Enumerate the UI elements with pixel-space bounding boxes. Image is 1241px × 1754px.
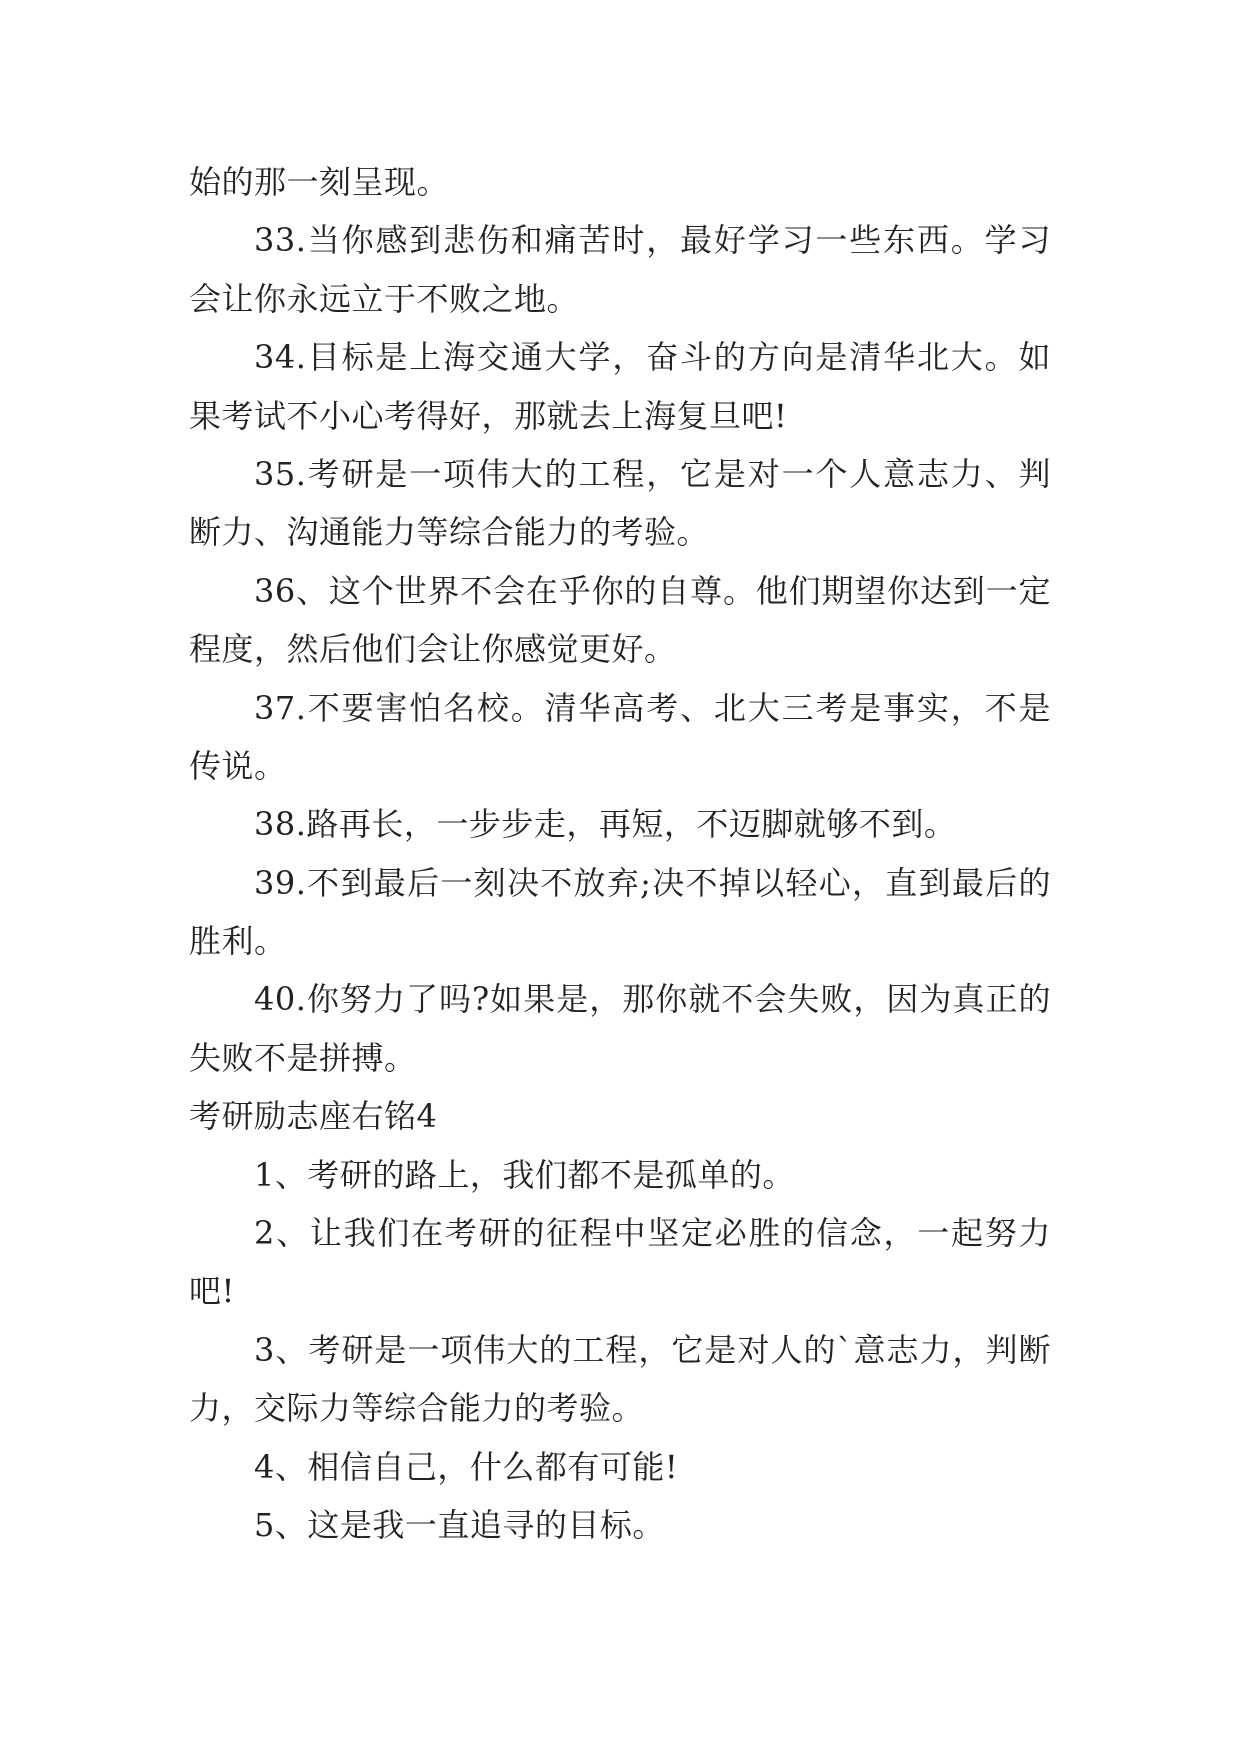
paragraph-line: 36、这个世界不会在乎你的自尊。他们期望你达到一定 xyxy=(254,571,1051,610)
section-item-5 xyxy=(189,1496,1051,1554)
paragraph-line: 40.你努力了吗?如果是，那你就不会失败，因为真正的 xyxy=(254,980,1051,1019)
section-item-1 xyxy=(189,1146,1051,1204)
paragraph-line: 吧! xyxy=(189,1272,235,1311)
section-item-2 xyxy=(189,1204,1051,1321)
quote-34 xyxy=(189,328,1051,445)
quote-37 xyxy=(189,679,1051,796)
paragraph-line: 4、相信自己，什么都有可能! xyxy=(254,1447,679,1486)
paragraph-line: 5、这是我一直追寻的目标。 xyxy=(254,1505,665,1544)
quote-40 xyxy=(189,970,1051,1087)
quote-33 xyxy=(189,211,1051,328)
paragraph-line: 程度，然后他们会让你感觉更好。 xyxy=(189,630,677,669)
section-item-3 xyxy=(189,1321,1051,1438)
paragraph-line: 力，交际力等综合能力的考验。 xyxy=(189,1389,645,1428)
paragraph-line: 1、考研的路上，我们都不是孤单的。 xyxy=(254,1155,795,1194)
paragraph-line: 3、考研是一项伟大的工程，它是对人的`意志力，判断 xyxy=(254,1330,1051,1369)
paragraph-line: 始的那一刻呈现。 xyxy=(189,163,450,201)
paragraph-line: 38.路再长，一步步走，再短，不迈脚就够不到。 xyxy=(254,805,957,844)
section-heading: 考研励志座右铭4 xyxy=(189,1097,438,1136)
quote-38 xyxy=(189,795,1051,853)
paragraph-line: 果考试不小心考得好，那就去上海复旦吧! xyxy=(189,396,788,435)
paragraph-line: 2、让我们在考研的征程中坚定必胜的信念，一起努力 xyxy=(254,1214,1051,1253)
paragraph-line: 断力、沟通能力等综合能力的考验。 xyxy=(189,513,710,552)
paragraph-line: 失败不是拼搏。 xyxy=(189,1038,417,1077)
section-item-4 xyxy=(189,1438,1051,1496)
paragraph-line: 胜利。 xyxy=(189,922,287,961)
document-page xyxy=(189,153,1051,1554)
quote-39 xyxy=(189,854,1051,971)
paragraph-line: 会让你永远立于不败之地。 xyxy=(189,279,580,318)
paragraph-line: 39.不到最后一刻决不放弃;决不掉以轻心，直到最后的 xyxy=(254,863,1051,902)
continued-paragraph xyxy=(189,153,1051,211)
quote-35 xyxy=(189,445,1051,562)
paragraph-line: 35.考研是一项伟大的工程，它是对一个人意志力、判 xyxy=(254,454,1051,493)
paragraph-line: 传说。 xyxy=(189,746,287,785)
paragraph-line: 37.不要害怕名校。清华高考、北大三考是事实，不是 xyxy=(254,688,1051,727)
paragraph-line: 34.目标是上海交通大学，奋斗的方向是清华北大。如 xyxy=(254,338,1051,377)
paragraph-line: 33.当你感到悲伤和痛苦时，最好学习一些东西。学习 xyxy=(254,221,1051,260)
quote-36 xyxy=(189,562,1051,679)
